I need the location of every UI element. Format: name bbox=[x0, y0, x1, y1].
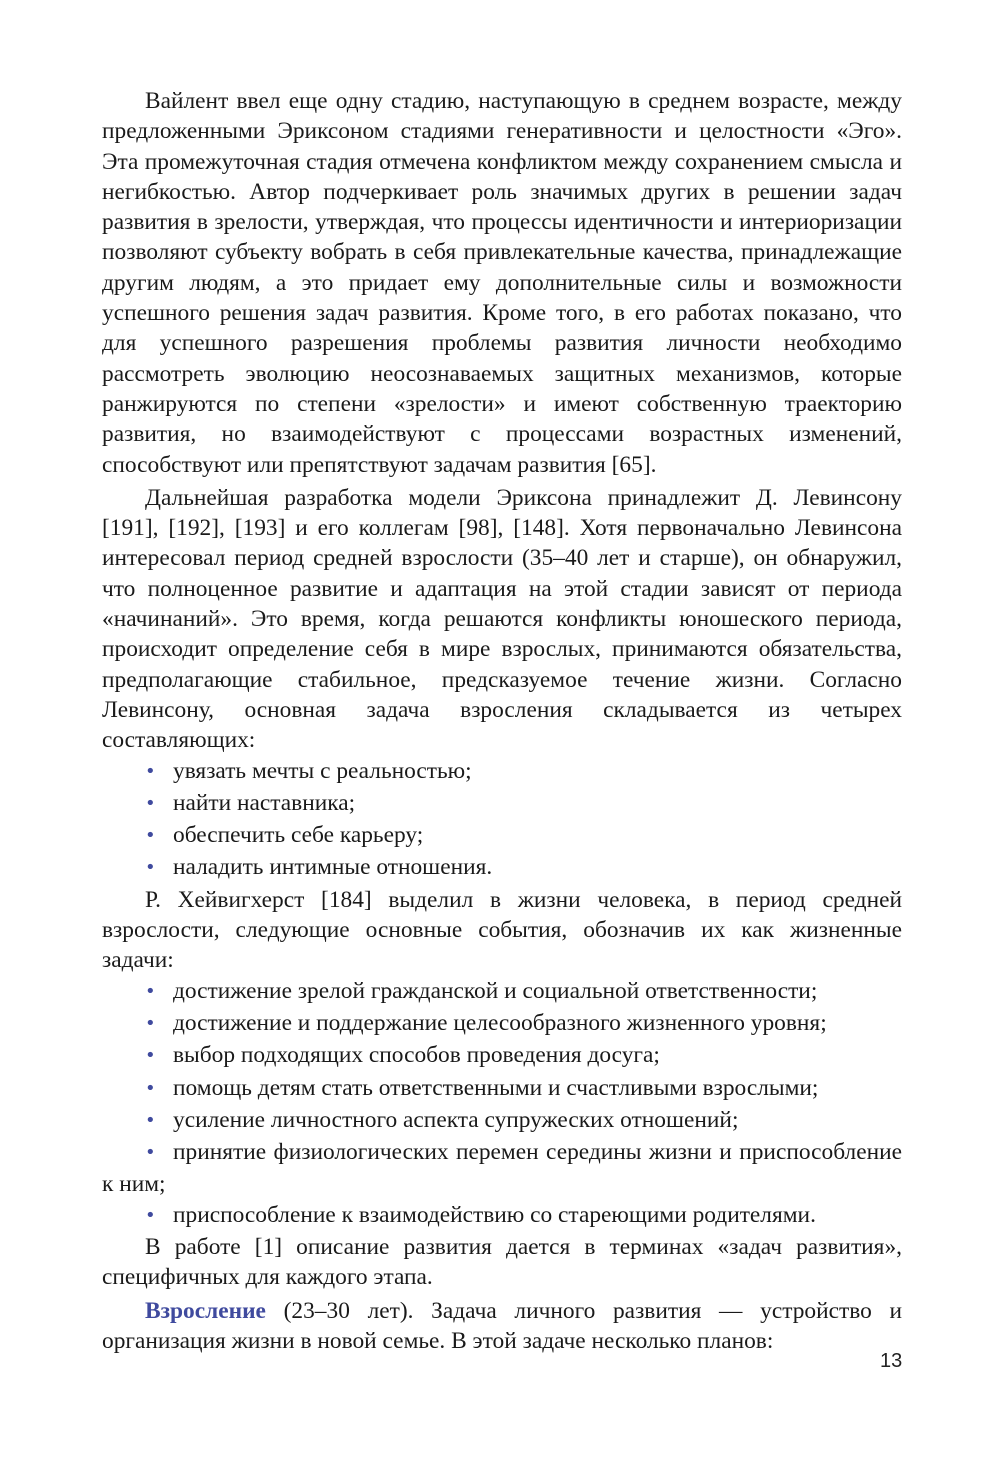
bullet-icon: • bbox=[145, 760, 156, 782]
levinson-task-list bbox=[102, 756, 902, 885]
list-item bbox=[102, 788, 902, 820]
page-number: 13 bbox=[880, 1350, 903, 1372]
list-item bbox=[102, 1105, 902, 1137]
list-item-text: увязать мечты с реальностью; bbox=[173, 757, 472, 784]
list-item-text: достижение зрелой гражданской и социальной ответственности; bbox=[173, 977, 818, 1004]
list-item bbox=[102, 756, 902, 788]
list-item-text: принятие физиологических перемен середины жизни и приспособление к ним; bbox=[102, 1139, 902, 1198]
paragraph-levinson: Дальнейшая разработка модели Эриксона принадлежит Д. Левинсону [191], [192], [193] и его коллегам [98], [148]. Хотя первоначально Левинсона интересовал период средней взрослости (35–40 лет и старше), он обнаружил, что полноценное развитие и адаптация на этой стадии зависят от периода «начинаний». Это время, когда решаются конфликты юношеского периода, происходит определение себя в мире взрослых, принимаются обязательства, предполагающие стабильное, предсказуемое течение жизни. Согласно Левинсону, основная задача взросления складывается из четырех составляющих: bbox=[102, 484, 902, 754]
havighurst-task-list bbox=[102, 976, 902, 1232]
bullet-icon: • bbox=[145, 857, 156, 879]
paragraph-havighurst: Р. Хейвигхерст [184] выделил в жизни человека, в период средней взрослости, следующие основные события, обозначив их как жизненные задачи: bbox=[102, 886, 902, 974]
bullet-icon: • bbox=[145, 1077, 156, 1099]
paragraph-tasks-reference: В работе [1] описание развития дается в терминах «задач развития», специфичных для каждого этапа. bbox=[102, 1233, 902, 1291]
list-item bbox=[102, 1040, 902, 1072]
bullet-icon: • bbox=[145, 1204, 156, 1226]
list-item-text: усиление личностного аспекта супружеских отношений; bbox=[173, 1106, 739, 1133]
list-item bbox=[102, 1137, 902, 1200]
list-item-text: выбор подходящих способов проведения досуга; bbox=[173, 1042, 660, 1069]
bullet-icon: • bbox=[145, 980, 156, 1002]
bullet-icon: • bbox=[145, 825, 156, 847]
list-item-text: наладить интимные отношения. bbox=[173, 854, 493, 881]
paragraph-adulthood-text: (23–30 лет). Задача личного развития — устройство и организация жизни в новой семье. В этой задаче несколько планов: bbox=[102, 1297, 902, 1354]
list-item bbox=[102, 820, 902, 852]
list-item-text: приспособление к взаимодействию со стареющими родителями. bbox=[173, 1201, 816, 1228]
list-item-text: достижение и поддержание целесообразного жизненного уровня; bbox=[173, 1009, 827, 1036]
list-item bbox=[102, 976, 902, 1008]
bullet-icon: • bbox=[145, 792, 156, 814]
bullet-icon: • bbox=[145, 1045, 156, 1067]
list-item-text: обеспечить себе карьеру; bbox=[173, 822, 424, 849]
list-item-text: найти наставника; bbox=[173, 789, 356, 816]
page-body bbox=[102, 86, 902, 1356]
bullet-icon: • bbox=[145, 1142, 156, 1164]
bullet-icon: • bbox=[145, 1109, 156, 1131]
list-item bbox=[102, 1008, 902, 1040]
list-item bbox=[102, 852, 902, 884]
list-item bbox=[102, 1200, 902, 1232]
section-run-in-heading: Взросление bbox=[145, 1297, 266, 1324]
paragraph-vaillant: Вайлент ввел еще одну стадию, наступающую в среднем возрасте, между предложенными Эриксоном стадиями генеративности и целостности «Эго». Эта промежуточная стадия отмечена конфликтом между сохранением смысла и негибкостью. Автор подчеркивает роль значимых других в решении задач развития в зрелости, утверждая, что процессы идентичности и интериоризации позволяют субъекту вобрать в себя привлекательные качества, принадлежащие другим людям, а это придает ему дополнительные силы и возможности успешного решения задач развития. Кроме того, в его работах показано, что для успешного разрешения проблемы развития личности необходимо рассмотреть эволюцию неосознаваемых защитных механизмов, которые ранжируются по степени «зрелости» и имеют собственную траекторию развития, но взаимодействуют с процессами возрастных изменений, способствуют или препятствуют задачам развития [65]. bbox=[102, 88, 902, 478]
paragraph-adulthood bbox=[102, 1296, 902, 1357]
list-item bbox=[102, 1073, 902, 1105]
list-item-text: помощь детям стать ответственными и счастливыми взрослыми; bbox=[173, 1074, 819, 1101]
bullet-icon: • bbox=[145, 1012, 156, 1034]
